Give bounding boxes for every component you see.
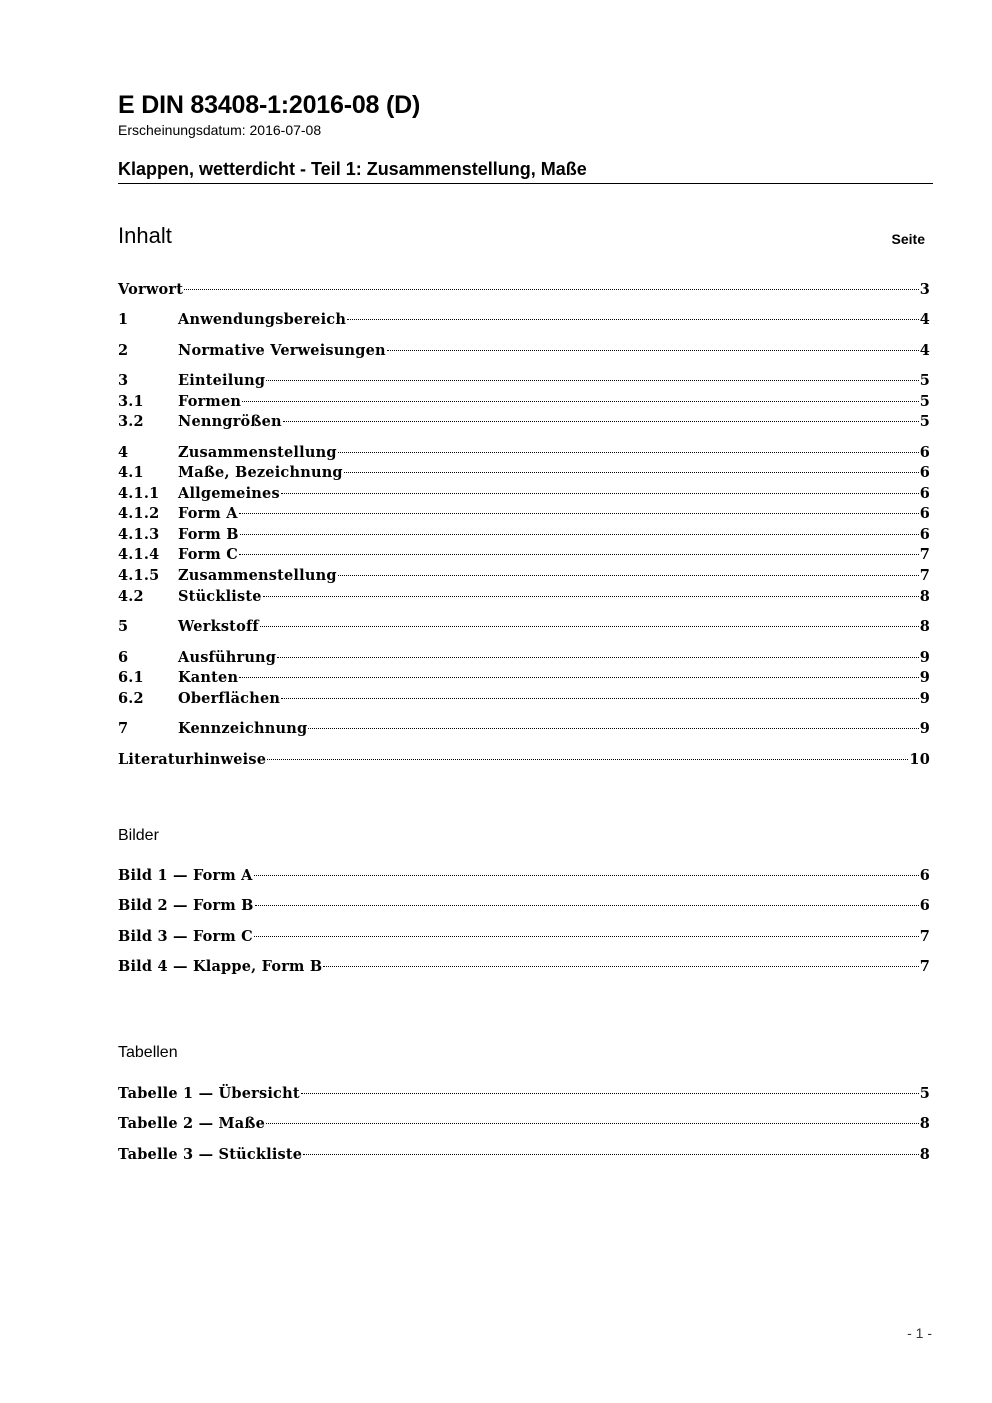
toc-entry-number: 6.1	[118, 669, 144, 686]
toc-entry-4-1-4[interactable]	[118, 545, 930, 565]
toc-entry-page: 10	[909, 751, 930, 768]
toc-entry-text: Maße, Bezeichnung	[178, 464, 343, 481]
toc-entry-text: Allgemeines	[178, 485, 280, 502]
toc-entry-page: 5	[919, 413, 930, 430]
toc-entry-text: Ausführung	[178, 649, 277, 666]
toc-entry-number: 4	[118, 444, 129, 461]
toc-entry-page: 9	[919, 669, 930, 686]
dot-leader	[323, 966, 918, 967]
dot-leader	[281, 698, 919, 699]
dot-leader	[308, 728, 918, 729]
dot-leader	[267, 759, 908, 760]
dot-leader	[303, 1154, 918, 1155]
toc-entry-number: 4.1.3	[118, 526, 160, 543]
table-entry-page: 8	[919, 1115, 930, 1132]
table-entry-2[interactable]	[118, 1114, 930, 1134]
dot-leader	[242, 401, 919, 402]
issue-date: Erscheinungsdatum: 2016-07-08	[118, 122, 322, 138]
toc-entry-page: 6	[919, 526, 930, 543]
figure-entry-text: Bild 1 — Form A	[118, 867, 253, 884]
dot-leader	[254, 936, 919, 937]
dot-leader	[283, 421, 919, 422]
toc-entry-4-1-1[interactable]	[118, 484, 930, 504]
figure-entry-text: Bild 4 — Klappe, Form B	[118, 958, 323, 975]
toc-entry-3-2[interactable]	[118, 412, 930, 432]
dot-leader	[301, 1093, 919, 1094]
tables-heading: Tabellen	[118, 1044, 178, 1061]
toc-entry-text: Einteilung	[178, 372, 266, 389]
toc-entry-number: 1	[118, 311, 129, 328]
toc-entry-number: 4.2	[118, 588, 144, 605]
figure-entry-page: 7	[919, 958, 930, 975]
figure-entry-4[interactable]	[118, 957, 930, 977]
dot-leader	[239, 554, 919, 555]
dot-leader	[277, 657, 919, 658]
table-entry-3[interactable]	[118, 1145, 930, 1165]
page-column-label: Seite	[891, 231, 925, 247]
table-entry-page: 5	[919, 1085, 930, 1102]
toc-entry-number: 3	[118, 372, 129, 389]
table-entry-text: Tabelle 3 — Stückliste	[118, 1146, 303, 1163]
toc-entry-4-1-5[interactable]	[118, 566, 930, 586]
figure-entry-page: 7	[919, 928, 930, 945]
toc-entry-number: 2	[118, 342, 129, 359]
toc-entry-page: 6	[919, 464, 930, 481]
table-entry-text: Tabelle 2 — Maße	[118, 1115, 266, 1132]
figure-entry-text: Bild 2 — Form B	[118, 897, 254, 914]
toc-entry-number: 7	[118, 720, 129, 737]
toc-entry-text: Oberflächen	[178, 690, 281, 707]
toc-entry-text: Literaturhinweise	[118, 751, 267, 768]
toc-entry-text: Kennzeichnung	[178, 720, 308, 737]
toc-entry-page: 6	[919, 505, 930, 522]
toc-entry-number: 4.1	[118, 464, 144, 481]
page-number: - 1 -	[907, 1325, 932, 1341]
toc-entry-6-2[interactable]	[118, 689, 930, 709]
dot-leader	[239, 677, 918, 678]
toc-entry-text: Normative Verweisungen	[178, 342, 386, 359]
figure-entry-3[interactable]	[118, 927, 930, 947]
dot-leader	[260, 626, 919, 627]
toc-entry-text: Form B	[178, 526, 239, 543]
toc-entry-number: 3.1	[118, 393, 144, 410]
dot-leader	[184, 289, 919, 290]
toc-entry-number: 5	[118, 618, 129, 635]
dot-leader	[266, 380, 918, 381]
figures-heading: Bilder	[118, 827, 159, 844]
toc-entry-1[interactable]	[118, 310, 930, 330]
toc-entry-text: Kanten	[178, 669, 239, 686]
figure-entry-1[interactable]	[118, 866, 930, 886]
toc-entry-page: 8	[919, 588, 930, 605]
toc-entry-number: 4.1.1	[118, 485, 160, 502]
toc-entry-literaturhinweise[interactable]	[118, 750, 930, 770]
table-entry-text: Tabelle 1 — Übersicht	[118, 1085, 300, 1102]
toc-entry-page: 4	[919, 342, 930, 359]
figure-entry-text: Bild 3 — Form C	[118, 928, 253, 945]
toc-entry-3-1[interactable]	[118, 392, 930, 412]
dot-leader	[387, 350, 919, 351]
toc-entry-number: 6	[118, 649, 129, 666]
toc-entry-page: 7	[919, 546, 930, 563]
toc-entry-text: Nenngrößen	[178, 413, 282, 430]
toc-entry-number: 4.1.2	[118, 505, 160, 522]
dot-leader	[254, 875, 919, 876]
table-entry-page: 8	[919, 1146, 930, 1163]
toc-entry-5[interactable]	[118, 617, 930, 637]
toc-entry-4-1-3[interactable]	[118, 525, 930, 545]
toc-entry-number: 4.1.4	[118, 546, 160, 563]
dot-leader	[338, 452, 919, 453]
toc-entry-4[interactable]	[118, 443, 930, 463]
figure-entry-2[interactable]	[118, 896, 930, 916]
title-divider	[118, 183, 933, 184]
dot-leader	[263, 596, 919, 597]
figure-entry-page: 6	[919, 867, 930, 884]
toc-entry-page: 5	[919, 372, 930, 389]
toc-entry-number: 4.1.5	[118, 567, 160, 584]
toc-entry-page: 6	[919, 485, 930, 502]
toc-entry-2[interactable]	[118, 341, 930, 361]
toc-heading: Inhalt	[118, 223, 172, 248]
toc-entry-text: Zusammenstellung	[178, 567, 337, 584]
figure-entry-page: 6	[919, 897, 930, 914]
dot-leader	[281, 493, 919, 494]
document-title: Klappen, wetterdicht - Teil 1: Zusammenstellung, Maße	[118, 159, 587, 179]
toc-entry-4-1[interactable]	[118, 463, 930, 483]
toc-entry-7[interactable]	[118, 719, 930, 739]
toc-entry-page: 9	[919, 649, 930, 666]
toc-entry-page: 7	[919, 567, 930, 584]
toc-entry-text: Stückliste	[178, 588, 262, 605]
toc-entry-page: 9	[919, 720, 930, 737]
toc-entry-text: Zusammenstellung	[178, 444, 337, 461]
table-entry-1[interactable]	[118, 1084, 930, 1104]
dot-leader	[266, 1123, 919, 1124]
toc-entry-page: 4	[919, 311, 930, 328]
toc-entry-page: 8	[919, 618, 930, 635]
dot-leader	[240, 534, 919, 535]
dot-leader	[338, 575, 919, 576]
toc-entry-vorwort[interactable]	[118, 280, 930, 300]
dot-leader	[255, 905, 919, 906]
dot-leader	[239, 513, 919, 514]
toc-entry-6-1[interactable]	[118, 668, 930, 688]
toc-entry-page: 9	[919, 690, 930, 707]
toc-entry-page: 3	[919, 281, 930, 298]
toc-entry-number: 3.2	[118, 413, 144, 430]
toc-entry-page: 5	[919, 393, 930, 410]
document-id: E DIN 83408-1:2016-08 (D)	[118, 91, 421, 119]
toc-entry-4-1-2[interactable]	[118, 504, 930, 524]
toc-entry-number: 6.2	[118, 690, 144, 707]
toc-entry-text: Formen	[178, 393, 242, 410]
toc-entry-3[interactable]	[118, 371, 930, 391]
toc-entry-page: 6	[919, 444, 930, 461]
toc-entry-text: Anwendungsbereich	[178, 311, 347, 328]
toc-entry-text: Vorwort	[118, 281, 184, 298]
dot-leader	[347, 319, 919, 320]
toc-entry-4-2[interactable]	[118, 587, 930, 607]
dot-leader	[344, 472, 919, 473]
toc-entry-text: Form C	[178, 546, 238, 563]
toc-entry-text: Form A	[178, 505, 238, 522]
toc-entry-6[interactable]	[118, 648, 930, 668]
toc-entry-text: Werkstoff	[178, 618, 259, 635]
